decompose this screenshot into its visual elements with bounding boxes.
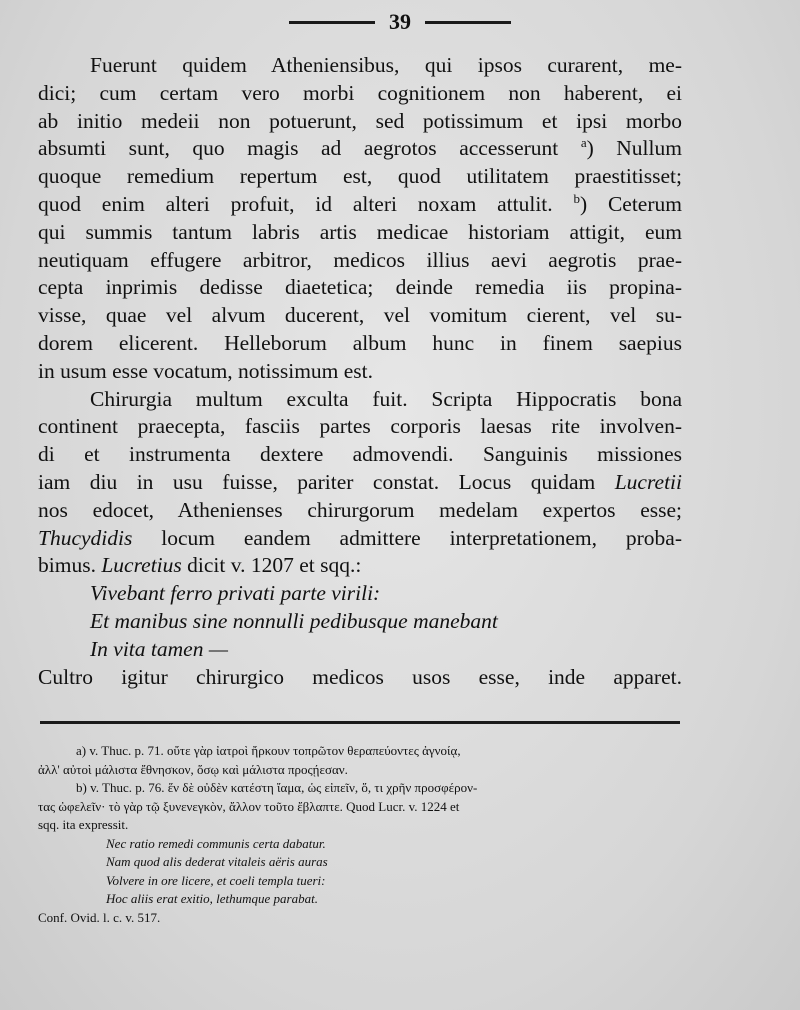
header-rule-left bbox=[289, 21, 375, 24]
footnote-ref-a: a bbox=[580, 135, 587, 151]
body-line bbox=[38, 469, 682, 497]
body-line: absumti sunt, quo magis ad aegrotos accesserunt $^a$) Nullum bbox=[38, 135, 682, 161]
body-text: quod enim alteri profuit, id alteri noxam attulit. bbox=[38, 191, 553, 216]
body-line: dici; cum certam vero morbi cognitionem non haberent, ei bbox=[38, 80, 682, 105]
body-line: Chirurgia multum exculta fuit. Scripta Hippocratis bona bbox=[90, 386, 682, 411]
header-rule-right bbox=[425, 21, 511, 24]
page-header bbox=[0, 4, 800, 40]
body-text: Nullum bbox=[616, 136, 682, 161]
footnotes bbox=[38, 742, 682, 927]
body-line: dorem elicerent. Helleborum album hunc in finem saepius bbox=[38, 330, 682, 355]
footnote-rule bbox=[40, 721, 680, 724]
body-text: absumti sunt, quo magis ad aegrotos accesserunt bbox=[38, 136, 559, 161]
main-text bbox=[38, 52, 682, 691]
footnote-line: sqq. ita expressit. bbox=[38, 817, 129, 832]
body-text: locum eandem admittere interpretationem, proba- bbox=[132, 525, 682, 550]
body-line: quod enim alteri profuit, id alteri noxam attulit. $^b$) Ceterum bbox=[38, 190, 682, 216]
closing-line: Cultro igitur chirurgico medicos usos esse, inde apparet. bbox=[38, 664, 682, 689]
body-line: in usum esse vocatum, notissimum est. bbox=[38, 358, 374, 383]
footnote-b bbox=[38, 779, 682, 798]
body-text: Ceterum bbox=[607, 191, 682, 216]
footnote-line: τας ὠφελεῖν· τὸ γὰρ τῷ ξυνενεγκὸν, ἄλλον τοῦτο ἔβλαπτε. Quod Lucr. v. 1224 et bbox=[38, 798, 460, 814]
body-text: dicit v. 1207 et sqq.: bbox=[181, 553, 362, 578]
footnote-text: v. Thuc. p. 71. οὔτε γὰρ ἰατροὶ ἤρκουν τοπρῶτον θεραπεύοντες ἀγνοίᾳ, bbox=[89, 743, 461, 758]
body-line: continent praecepta, fasciis partes corporis laesas rite involven- bbox=[38, 414, 682, 439]
body-line: quoque remedium repertum est, quod utilitatem praestitisset; bbox=[38, 164, 682, 189]
name-lucretii: Lucretii bbox=[614, 469, 683, 494]
verse-line: In vita tamen — bbox=[90, 636, 228, 661]
name-thucydidis: Thucydidis bbox=[38, 525, 133, 550]
name-lucretius: Lucretius bbox=[101, 553, 182, 578]
footnote-mark: b) bbox=[76, 780, 87, 795]
page-number: 39 bbox=[389, 9, 411, 34]
footnote-verse: Hoc aliis erat exitio, lethumque parabat. bbox=[106, 891, 318, 906]
verse-line: Vivebant ferro privati parte virili: bbox=[90, 581, 381, 606]
footnote-a bbox=[38, 742, 682, 761]
footnote-verse: Nam quod alis dederat vitaleis aëris auras bbox=[106, 854, 328, 869]
footnote-ref-b: b bbox=[573, 190, 580, 206]
verse-line: Et manibus sine nonnulli pedibusque manebant bbox=[90, 608, 498, 633]
body-line: di et instrumenta dextere admovendi. Sanguinis missiones bbox=[38, 442, 682, 467]
body-text: iam diu in usu fuisse, pariter constat. Locus quidam bbox=[38, 469, 596, 494]
body-line bbox=[38, 552, 682, 580]
body-line: Fuerunt quidem Atheniensibus, qui ipsos curarent, me- bbox=[90, 53, 682, 77]
footnote-mark: a) bbox=[76, 743, 87, 758]
body-line: qui summis tantum labris artis medicae historiam attigit, eum bbox=[38, 219, 682, 244]
footnote-text: v. Thuc. p. 76. ἕν δὲ οὐδὲν κατέστη ἴαμα, ὡς εἰπεῖν, ὅ, τι χρῆν προσφέρον- bbox=[90, 780, 478, 795]
footnote-verse: Nec ratio remedi communis certa dabatur. bbox=[106, 835, 326, 851]
footnote-conf: Conf. Ovid. l. c. v. 517. bbox=[38, 909, 161, 925]
footnote-line: ἀλλ' αὐτοὶ μάλιστα ἔθνησκον, ὅσῳ καὶ μάλιστα προςῄεσαν. bbox=[38, 761, 348, 777]
body-line: nos edocet, Athenienses chirurgorum medelam expertos esse; bbox=[38, 497, 682, 522]
footnote-verse: Volvere in ore licere, et coeli templa tueri: bbox=[106, 872, 326, 888]
body-line: neutiquam effugere arbitror, medicos illius aevi aegrotis prae- bbox=[38, 247, 682, 272]
body-line: cepta inprimis dedisse diaetetica; deinde remedia iis propina- bbox=[38, 275, 682, 300]
body-line: visse, quae vel alvum ducerent, vel vomitum cierent, vel su- bbox=[38, 303, 682, 328]
body-text: bimus. bbox=[38, 553, 102, 578]
body-line bbox=[38, 525, 682, 553]
body-line: ab initio medeii non potuerunt, sed potissimum et ipsi morbo bbox=[38, 108, 682, 133]
